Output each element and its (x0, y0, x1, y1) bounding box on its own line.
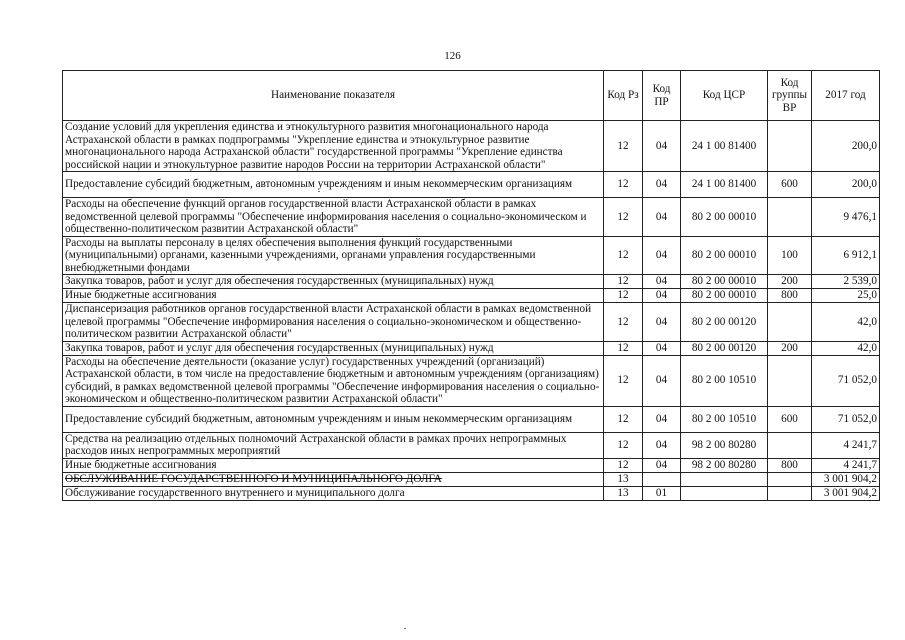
row-pr: 04 (643, 121, 681, 172)
table-row (63, 341, 880, 355)
header-vr: Код группы ВР (768, 71, 812, 121)
row-rz: 12 (604, 406, 643, 432)
row-amount: 25,0 (812, 289, 880, 303)
scan-speck (404, 628, 406, 629)
row-csr (681, 472, 768, 486)
row-vr: 800 (768, 458, 812, 472)
row-rz: 12 (604, 341, 643, 355)
row-vr (768, 355, 812, 406)
header-row (63, 71, 880, 121)
row-rz: 12 (604, 289, 643, 303)
table-row-section (63, 472, 880, 486)
table-row (63, 355, 880, 406)
row-rz: 12 (604, 355, 643, 406)
table-row (63, 289, 880, 303)
row-amount: 9 476,1 (812, 198, 880, 237)
row-name: Закупка товаров, работ и услуг для обеспечения государственных (муниципальных) нужд (63, 275, 604, 289)
row-name: Иные бюджетные ассигнования (63, 289, 604, 303)
row-rz: 12 (604, 275, 643, 289)
row-name: Предоставление субсидий бюджетным, автономным учреждениям и иным некоммерческим организациям (63, 172, 604, 198)
row-pr: 04 (643, 198, 681, 237)
row-rz: 13 (604, 486, 643, 500)
row-csr: 80 2 00 00010 (681, 289, 768, 303)
row-csr: 80 2 00 00010 (681, 198, 768, 237)
row-csr: 80 2 00 00120 (681, 303, 768, 342)
row-pr: 04 (643, 275, 681, 289)
header-rz: Код Рз (604, 71, 643, 121)
row-csr (681, 486, 768, 500)
scan-speck (318, 191, 320, 192)
table-row (63, 121, 880, 172)
row-vr: 200 (768, 341, 812, 355)
row-pr: 04 (643, 303, 681, 342)
row-vr (768, 472, 812, 486)
row-rz: 12 (604, 172, 643, 198)
header-year: 2017 год (812, 71, 880, 121)
section-title: ОБСЛУЖИВАНИЕ ГОСУДАРСТВЕННОГО И МУНИЦИПАЛЬНОГО ДОЛГА (65, 472, 442, 485)
row-rz: 12 (604, 121, 643, 172)
row-rz: 12 (604, 236, 643, 275)
row-amount: 3 001 904,2 (812, 486, 880, 500)
row-amount: 200,0 (812, 172, 880, 198)
row-rz: 12 (604, 303, 643, 342)
row-vr: 600 (768, 172, 812, 198)
row-amount: 200,0 (812, 121, 880, 172)
row-csr: 80 2 00 00010 (681, 236, 768, 275)
table-row (63, 198, 880, 237)
row-amount: 4 241,7 (812, 458, 880, 472)
row-csr: 80 2 00 00010 (681, 275, 768, 289)
row-csr: 98 2 00 80280 (681, 432, 768, 458)
table-row (63, 172, 880, 198)
row-pr: 04 (643, 355, 681, 406)
row-amount: 71 052,0 (812, 355, 880, 406)
row-name: Диспансеризация работников органов государственной власти Астраханской области в рамках ведомственной целевой программы "Обеспечение информирования населения о социально-экономическом и общественно-политическом развитии Астраханской области" (63, 303, 604, 342)
row-pr: 04 (643, 458, 681, 472)
row-csr: 24 1 00 81400 (681, 121, 768, 172)
row-amount: 6 912,1 (812, 236, 880, 275)
row-rz: 12 (604, 198, 643, 237)
row-amount: 2 539,0 (812, 275, 880, 289)
row-vr: 600 (768, 406, 812, 432)
table-row (63, 486, 880, 500)
row-csr: 24 1 00 81400 (681, 172, 768, 198)
row-rz: 13 (604, 472, 643, 486)
row-name: Расходы на обеспечение функций органов государственной власти Астраханской области в рамках ведомственной целевой программы "Обеспечение информирования населения о социально-экономическом и общественно-политическом развитии Астраханской области" (63, 198, 604, 237)
row-amount: 3 001 904,2 (812, 472, 880, 486)
row-name: Расходы на выплаты персоналу в целях обеспечения выполнения функций государственными (муниципальными) органами, казенными учреждениями, органами управления государственными внебюджетными фондами (63, 236, 604, 275)
row-pr: 04 (643, 289, 681, 303)
row-amount: 42,0 (812, 341, 880, 355)
table-row (63, 406, 880, 432)
row-pr: 04 (643, 406, 681, 432)
header-name: Наименование показателя (63, 71, 604, 121)
row-amount: 71 052,0 (812, 406, 880, 432)
row-vr (768, 121, 812, 172)
row-csr: 80 2 00 10510 (681, 406, 768, 432)
table-row (63, 275, 880, 289)
row-csr: 80 2 00 10510 (681, 355, 768, 406)
row-vr: 100 (768, 236, 812, 275)
row-name (63, 472, 604, 486)
row-pr: 04 (643, 432, 681, 458)
row-name: Создание условий для укрепления единства и этнокультурного развития многонационального народа Астраханской области в рамках подпрограммы "Укрепление единства и этнокультурное развитие многонационального народа Астраханской области" государственной программы "Укрепление единства российской нации и этнокультурное развитие народов России на территории Астраханской области" (63, 121, 604, 172)
table-row (63, 236, 880, 275)
row-csr: 98 2 00 80280 (681, 458, 768, 472)
row-vr (768, 198, 812, 237)
row-pr (643, 472, 681, 486)
row-vr (768, 303, 812, 342)
header-csr: Код ЦСР (681, 71, 768, 121)
row-vr (768, 486, 812, 500)
header-pr: Код ПР (643, 71, 681, 121)
row-amount: 4 241,7 (812, 432, 880, 458)
row-name: Иные бюджетные ассигнования (63, 458, 604, 472)
table-row (63, 458, 880, 472)
row-pr: 04 (643, 341, 681, 355)
row-vr (768, 432, 812, 458)
row-pr: 04 (643, 236, 681, 275)
row-amount: 42,0 (812, 303, 880, 342)
row-vr: 800 (768, 289, 812, 303)
table-row (63, 303, 880, 342)
table-row (63, 432, 880, 458)
row-pr: 04 (643, 172, 681, 198)
page-number: 126 (444, 50, 461, 62)
row-name: Предоставление субсидий бюджетным, автономным учреждениям и иным некоммерческим организациям (63, 406, 604, 432)
row-pr: 01 (643, 486, 681, 500)
row-rz: 12 (604, 458, 643, 472)
row-vr: 200 (768, 275, 812, 289)
row-csr: 80 2 00 00120 (681, 341, 768, 355)
budget-table (62, 70, 880, 501)
row-rz: 12 (604, 432, 643, 458)
row-name: Расходы на обеспечение деятельности (оказание услуг) государственных учреждений (организаций) Астраханской области, в том числе на предоставление бюджетным и автономным учреждениям (организациям) субсидий, в рамках ведомственной целевой программы "Обеспечение информирования населения о социально-экономическом и общественно-политическом развитии Астраханской области" (63, 355, 604, 406)
row-name: Закупка товаров, работ и услуг для обеспечения государственных (муниципальных) нужд (63, 341, 604, 355)
row-name: Обслуживание государственного внутреннего и муниципального долга (63, 486, 604, 500)
row-name: Средства на реализацию отдельных полномочий Астраханской области в рамках прочих непрограммных расходов иных непрограммных мероприятий (63, 432, 604, 458)
